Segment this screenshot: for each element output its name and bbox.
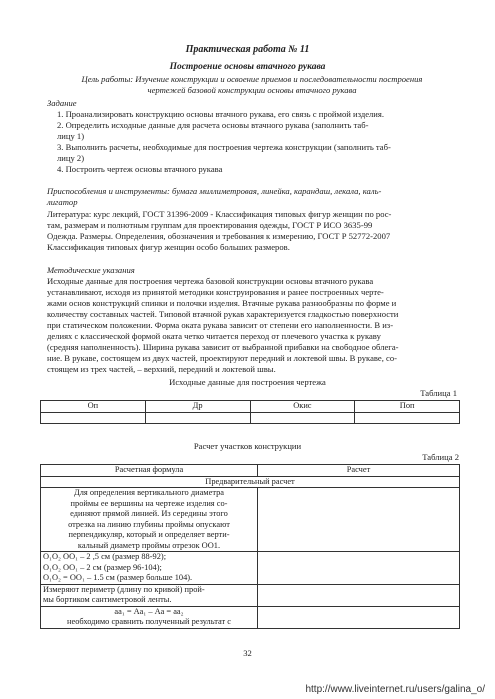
table1-header: Оп <box>41 401 146 413</box>
table1 <box>40 400 460 424</box>
literature-line: Классификация типовых фигур женщин особо больших размеров. <box>47 242 290 252</box>
table2-text: Для определения вертикального диаметра <box>74 488 224 497</box>
tools-line: лигатор <box>47 197 78 207</box>
table1-caption: Исходные данные для построения чертежа <box>169 377 326 387</box>
table2-header: Расчетная формула <box>41 465 258 477</box>
task-item: 1. Проанализировать конструкцию основы втачного рукава, его связь с проймой изделия. <box>57 109 385 119</box>
method-line: делиях с классической формой оката четко читается переход от плечевого участка к рукаву <box>47 331 381 341</box>
table1-header: Поп <box>355 401 460 413</box>
table2-calc-cell <box>258 584 460 606</box>
table2-text: отрезка на линию глубины проймы опускают <box>68 519 230 529</box>
table2-text: мы бортиком сантиметровой ленты. <box>43 595 172 604</box>
table1-cell <box>41 412 146 423</box>
goal-line: чертежей базовой конструкции основы втачного рукава <box>147 85 357 95</box>
table1-header: Окис <box>250 401 355 413</box>
table2-text: О₁О₂ = ОО₁ – 1.5 см (размер больше 104). <box>43 573 193 582</box>
literature-line: Литература: курс лекций, ГОСТ 31396-2009 - Классификация типовых фигур женщин по рос- <box>47 209 392 219</box>
page-number: 32 <box>243 648 252 658</box>
method-heading: Методические указания <box>47 265 135 275</box>
method-line: устанавливают, исходя из принятой методики конструирования и ранее построенных черте- <box>47 287 384 297</box>
table2-text: необходимо сравнить полученный результат с <box>67 617 231 626</box>
table2-label: Таблица 2 <box>422 452 459 462</box>
method-line: количеству составных частей. Типовой втачной рукав характеризуется гладкостью поверхности <box>47 309 399 319</box>
page-subtitle: Построение основы втачного рукава <box>169 62 326 72</box>
table2 <box>40 464 460 629</box>
table2-calc-cell <box>258 606 460 628</box>
table2-text: проймы ее вершины на чертеже изделия со- <box>70 498 228 508</box>
literature-line: Одежда. Размеры. Определения, обозначения и требования к измерению, ГОСТ Р 52772-2007 <box>47 231 391 241</box>
task-item: лицу 2) <box>57 153 85 163</box>
task-item: 4. Построить чертеж основы втачного рукава <box>57 164 223 174</box>
table1-header: Др <box>145 401 250 413</box>
table1-cell <box>250 412 355 423</box>
method-line: Исходные данные для построения чертежа базовой конструкции основы втачного рукава <box>47 276 374 286</box>
method-line: стоящем из трех частей, – верхний, передний и локтевой швы. <box>47 364 276 374</box>
tools-line: Приспособления и инструменты: бумага миллиметровая, линейка, карандаш, лекала, каль- <box>47 186 382 196</box>
table2-text: единяют прямой линией. Из середины этого <box>70 509 228 518</box>
table2-section: Предварительный расчет <box>41 476 460 488</box>
table2-text: перпендикуляр, который и определяет верти- <box>68 530 230 539</box>
task-item: лицу 1) <box>57 131 85 141</box>
page-title: Практическая работа № 11 <box>185 44 310 55</box>
method-line: ние. В рукаве, состоящем из двух частей, проектируют передний и локтевой швы. В рукаве, со- <box>47 353 397 363</box>
table2-formula-cell <box>41 584 258 606</box>
table2-formula-cell <box>41 606 258 628</box>
task-item: 2. Определить исходные данные для расчета основы втачного рукава (заполнить таб- <box>57 120 369 130</box>
table2-text: кальный диаметр проймы отрезок ОО1. <box>77 540 221 550</box>
table2-calc-cell <box>258 488 460 552</box>
method-line: жами основ конструкций спинки и полочки изделия. Втачные рукава разнообразны по форме и <box>47 298 397 308</box>
task-heading: Задание <box>47 98 77 108</box>
method-line: (средняя наполненность). Ширина рукава зависит от выбранной прибавки на свободное облега- <box>47 342 399 352</box>
task-item: 3. Выполнить расчеты, необходимые для построения чертежа конструкции (заполнить таб- <box>57 142 391 152</box>
table2-formula-cell <box>41 488 258 552</box>
method-line: при статическом положении. Форма оката рукава зависит от степени его наполненности. В из- <box>47 320 394 330</box>
table2-calc-cell <box>258 552 460 585</box>
table2-text: О₁О₂ ОО₁ – 2 см (размер 96-104); <box>43 562 162 572</box>
literature-line: там, размерам и полнотным группам для проектирования одежды, ГОСТ Р ИСО 3635-99 <box>47 220 373 230</box>
table1-label: Таблица 1 <box>420 388 457 398</box>
table1-cell <box>145 412 250 423</box>
table2-caption: Расчет участков конструкции <box>193 441 302 451</box>
watermark-url: http://www.liveinternet.ru/users/galina_o/ <box>305 684 485 695</box>
table2-header: Расчет <box>258 465 460 477</box>
table2-formula-cell <box>41 552 258 585</box>
table2-text: О₁О₂ ОО₁ – 2 ,5 см (размер 88-92); <box>43 552 167 561</box>
table2-text: аа₁ = Аа₁ – Аа = аа₂ <box>114 606 184 616</box>
goal-line: Цель работы: Изучение конструкции и освоение приемов и последовательности построения <box>81 74 423 84</box>
table1-cell <box>355 412 460 423</box>
table2-text: Измеряют периметр (длину по кривой) прой- <box>43 584 205 594</box>
